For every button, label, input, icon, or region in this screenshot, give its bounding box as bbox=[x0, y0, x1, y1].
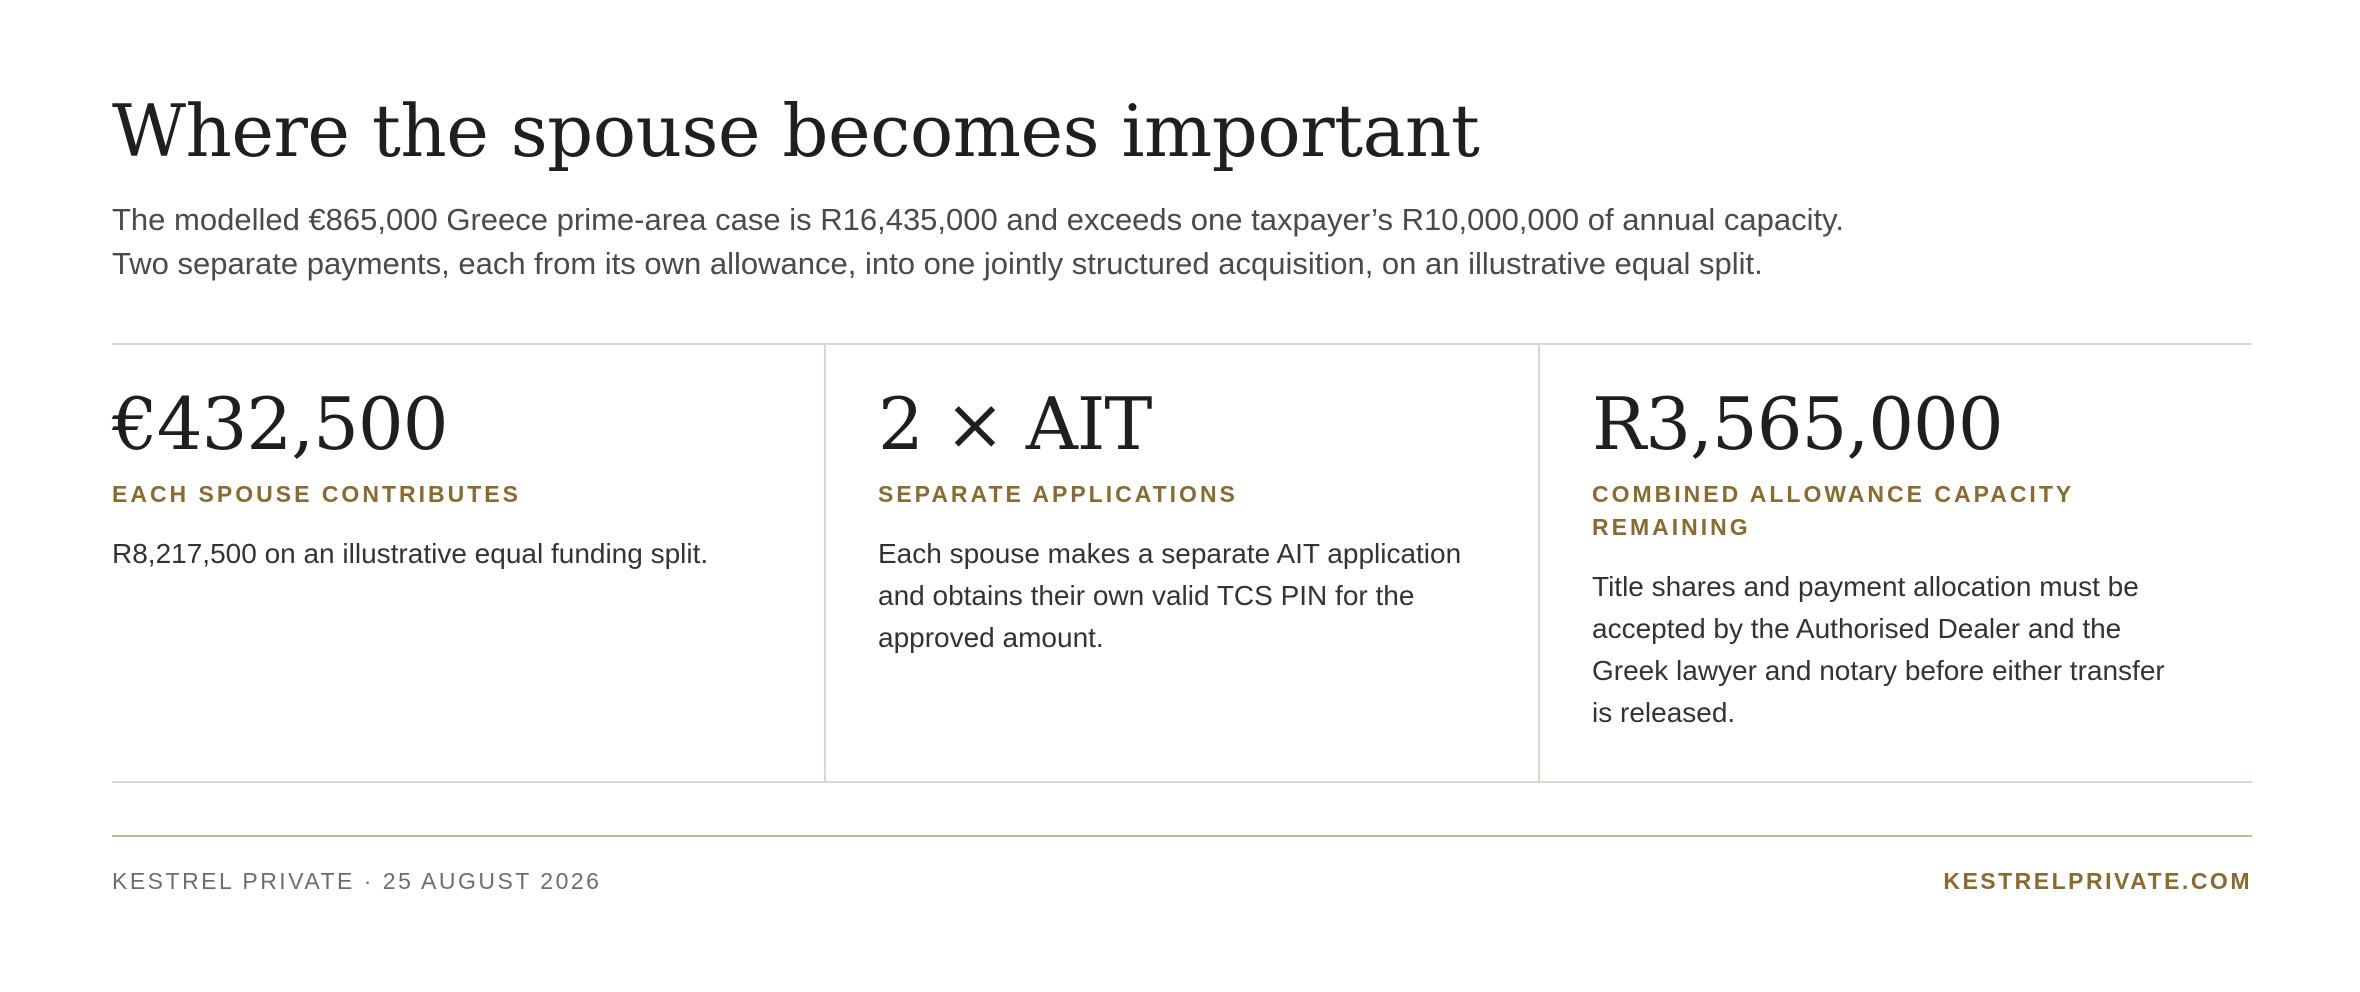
intro-line-2: Two separate payments, each from its own allowance, into one jointly structured acquisition, on an illustrative equal split. bbox=[112, 246, 1763, 281]
stat-card-contribution bbox=[112, 345, 824, 781]
footer-brand-date: KESTREL PRIVATE · 25 AUGUST 2026 bbox=[112, 868, 602, 894]
stat-label: SEPARATE APPLICATIONS bbox=[878, 481, 1238, 508]
stat-metric: €432,500 bbox=[112, 382, 448, 466]
intro-text bbox=[112, 198, 1844, 286]
footer-divider bbox=[112, 835, 2252, 837]
stat-cards bbox=[112, 343, 2252, 783]
page-title: Where the spouse becomes important bbox=[112, 89, 1480, 173]
stat-metric: 2 × AIT bbox=[878, 382, 1152, 466]
stat-card-applications bbox=[824, 345, 1538, 781]
footer-website-link[interactable]: KESTRELPRIVATE.COM bbox=[1943, 868, 2252, 894]
stat-metric: R3,565,000 bbox=[1592, 382, 2003, 466]
intro-line-1: The modelled €865,000 Greece prime-area case is R16,435,000 and exceeds one taxpayer’s R10,000,000 of annual capacity. bbox=[112, 202, 1844, 237]
stat-label: COMBINED ALLOWANCE CAPACITY REMAINING bbox=[1592, 481, 2074, 541]
stat-description: R8,217,500 on an illustrative equal funding split. bbox=[112, 538, 709, 570]
stat-label: EACH SPOUSE CONTRIBUTES bbox=[112, 481, 521, 508]
page bbox=[112, 0, 2252, 992]
stat-description: Title shares and payment allocation must be accepted by the Authorised Dealer and the Greek lawyer and notary before either transfer is released. bbox=[1592, 571, 2165, 729]
stat-card-remaining-capacity bbox=[1538, 345, 2252, 781]
stat-description: Each spouse makes a separate AIT application and obtains their own valid TCS PIN for the approved amount. bbox=[878, 538, 1462, 654]
